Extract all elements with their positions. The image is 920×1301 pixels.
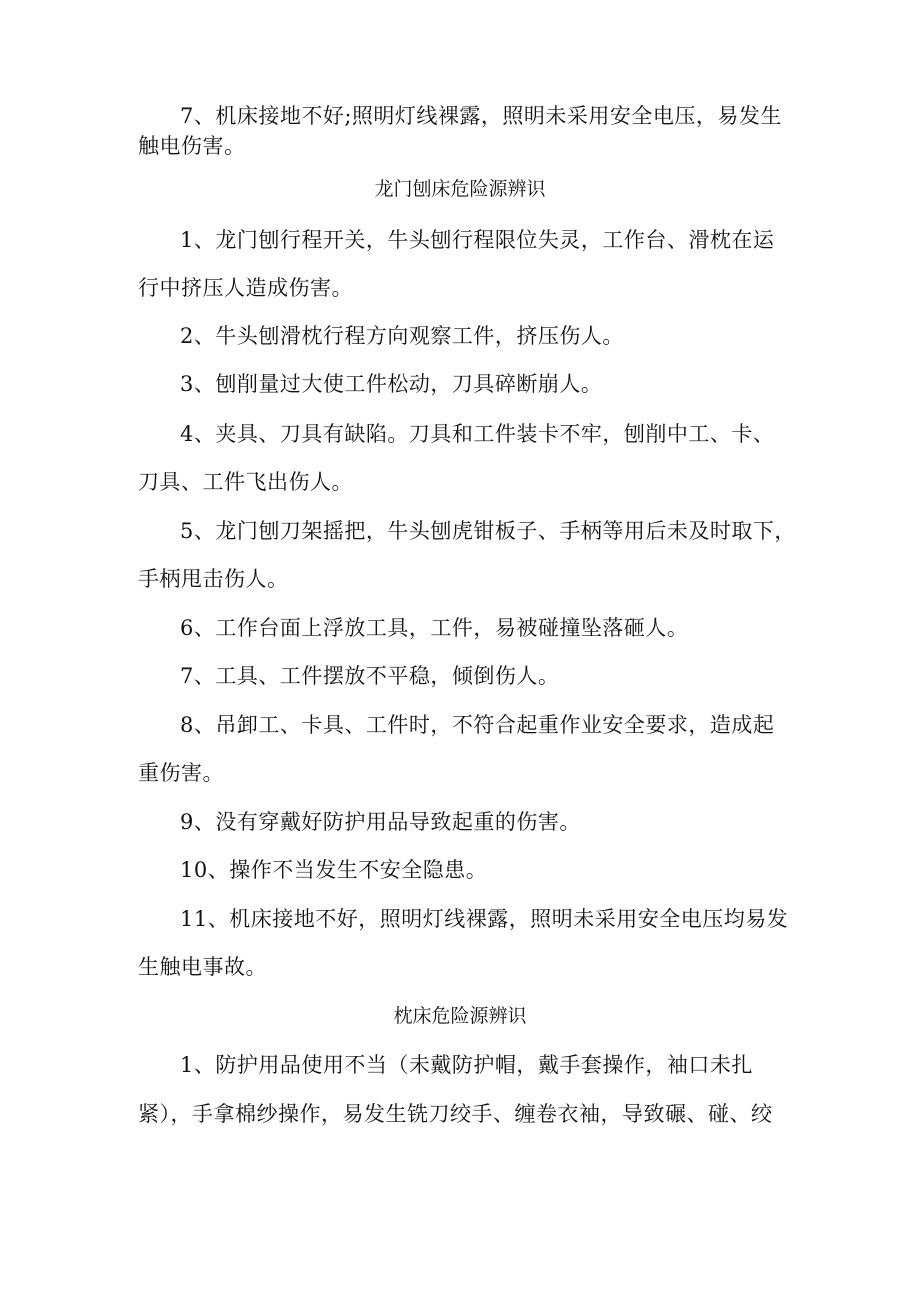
section-heading: 龙门刨床危险源辨识: [374, 178, 546, 200]
paragraph-line: 手柄甩击伤人。: [138, 567, 289, 591]
paragraph-line: 9、没有穿戴好防护用品导致起重的伤害。: [180, 810, 581, 834]
paragraph-line: 生触电事故。: [138, 955, 267, 979]
paragraph-line: 8、吊卸工、卡具、工件时，不符合起重作业安全要求，造成起: [180, 713, 775, 737]
paragraph-line: 行中挤压人造成伤害。: [138, 276, 353, 300]
paragraph-line: 1、防护用品使用不当（未戴防护帽，戴手套操作，袖口未扎: [180, 1053, 753, 1077]
paragraph-line: 触电伤害。: [138, 134, 246, 158]
paragraph-line: 紧），手拿棉纱操作，易发生铣刀绞手、缠卷衣袖，导致碾、碰、绞: [138, 1102, 773, 1126]
paragraph-line: 11、机床接地不好，照明灯线裸露，照明未采用安全电压均易发: [180, 907, 789, 931]
paragraph-line: 4、夹具、刀具有缺陷。刀具和工件装卡不牢，刨削中工、卡、: [180, 422, 775, 446]
paragraph-line: 7、机床接地不好;照明灯线裸露，照明未采用安全电压，易发生: [180, 104, 782, 128]
paragraph-line: 1、龙门刨行程开关，牛头刨行程限位失灵，工作台、滑枕在运: [180, 228, 775, 252]
paragraph-line: 7、工具、工件摆放不平稳，倾倒伤人。: [180, 664, 560, 688]
paragraph-line: 刀具、工件飞出伤人。: [138, 470, 353, 494]
paragraph-line: 重伤害。: [138, 761, 224, 785]
paragraph-line: 2、牛头刨滑枕行程方向观察工件，挤压伤人。: [180, 324, 624, 348]
section-heading: 枕床危险源辨识: [393, 1005, 527, 1027]
paragraph-line: 3、刨削量过大使工件松动，刀具碎断崩人。: [180, 372, 603, 396]
paragraph-line: 10、操作不当发生不安全隐患。: [180, 858, 488, 882]
paragraph-line: 6、工作台面上浮放工具，工件，易被碰撞坠落砸人。: [180, 616, 689, 640]
paragraph-line: 5、龙门刨刀架摇把，牛头刨虎钳板子、手柄等用后未及时取下，: [180, 519, 796, 543]
